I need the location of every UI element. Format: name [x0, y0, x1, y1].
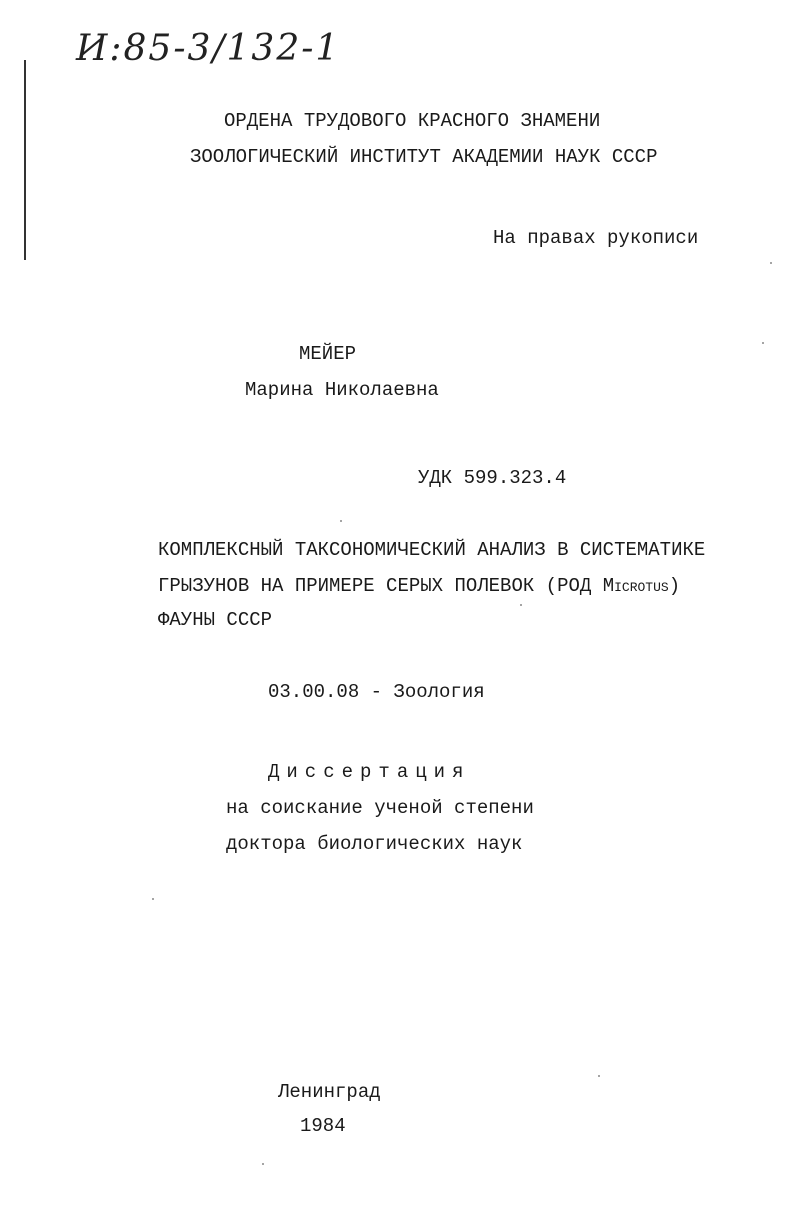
title-line-2-start: ГРЫЗУНОВ НА ПРИМЕРЕ СЕРЫХ ПОЛЕВОК (РОД	[158, 575, 603, 597]
author-surname: МЕЙЕР	[299, 343, 357, 365]
degree-line-2: на соискание ученой степени	[226, 797, 534, 819]
degree-line-3: доктора биологических наук	[226, 833, 523, 855]
scan-speck	[762, 342, 764, 344]
title-line-2	[158, 577, 680, 596]
year: 1984	[300, 1115, 346, 1137]
scan-speck	[598, 1075, 600, 1077]
document-type: Диссертация	[268, 761, 471, 783]
title-line-1: КОМПЛЕКСНЫЙ ТАКСОНОМИЧЕСКИЙ АНАЛИЗ В СИСТЕМАТИКЕ	[158, 539, 706, 561]
institution-line-1: ОРДЕНА ТРУДОВОГО КРАСНОГО ЗНАМЕНИ	[224, 110, 601, 132]
scan-speck	[340, 520, 342, 522]
genus-name: Microtus	[602, 575, 669, 597]
title-line-3: ФАУНЫ СССР	[158, 609, 273, 631]
scan-speck	[770, 262, 772, 264]
specialty-code: 03.00.08 - Зоология	[268, 681, 485, 703]
scan-speck	[152, 898, 154, 900]
udk-code: УДК 599.323.4	[418, 467, 567, 489]
city: Ленинград	[278, 1081, 381, 1103]
scan-speck	[520, 604, 522, 606]
title-line-2-end: )	[668, 575, 681, 597]
institution-line-2: ЗООЛОГИЧЕСКИЙ ИНСТИТУТ АКАДЕМИИ НАУК СССР	[190, 146, 658, 168]
author-given-names: Марина Николаевна	[245, 379, 439, 401]
scan-speck	[262, 1163, 264, 1165]
margin-rule	[24, 60, 26, 260]
rights-notice: На правах рукописи	[493, 227, 699, 249]
archive-mark: И:85-3/132-1	[76, 28, 341, 69]
